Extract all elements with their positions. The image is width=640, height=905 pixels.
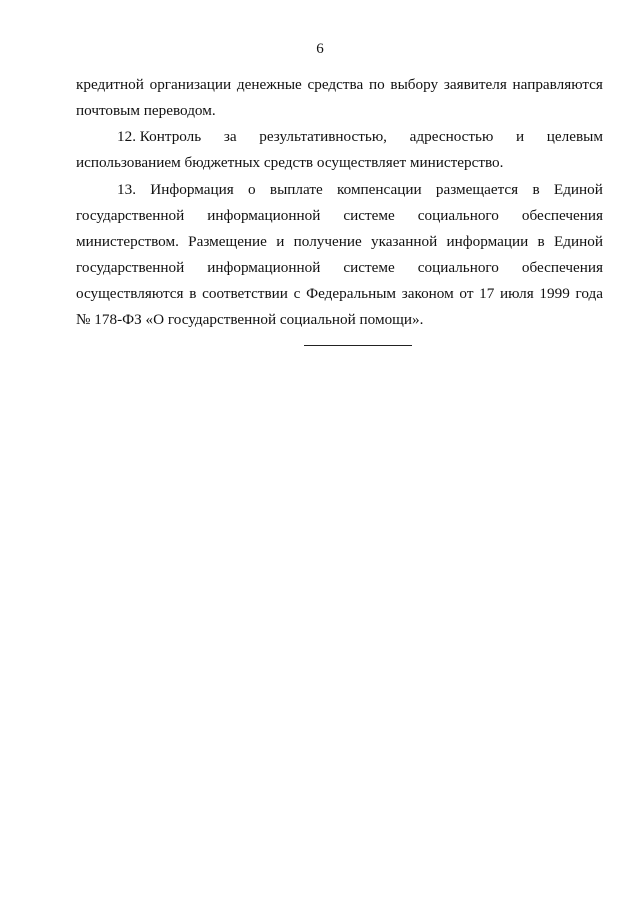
word: в bbox=[537, 233, 545, 250]
word: Информация bbox=[150, 181, 234, 198]
word: от bbox=[459, 285, 474, 302]
text-line bbox=[117, 127, 603, 146]
word: осуществляются bbox=[76, 285, 184, 302]
word: целевым bbox=[546, 128, 603, 145]
word: в bbox=[532, 181, 540, 198]
word: по bbox=[368, 76, 385, 93]
word: Федеральным bbox=[306, 285, 397, 302]
word: и bbox=[276, 233, 285, 250]
text-line bbox=[76, 75, 603, 94]
text-line: использованием бюджетных средств осуществляет министерство. bbox=[76, 154, 504, 171]
word: июля bbox=[500, 285, 534, 302]
word: соответствии bbox=[202, 285, 288, 302]
word: денежные bbox=[236, 76, 302, 93]
word: информационной bbox=[207, 259, 321, 276]
word: информации bbox=[446, 233, 529, 250]
word: о bbox=[248, 181, 256, 198]
text-line bbox=[76, 284, 603, 303]
word: выбору bbox=[390, 76, 439, 93]
word: за bbox=[223, 128, 237, 145]
word: 17 bbox=[479, 285, 495, 302]
text-line: № 178-ФЗ «О государственной социальной помощи». bbox=[76, 311, 424, 328]
word: Единой bbox=[553, 181, 603, 198]
word: года bbox=[575, 285, 603, 302]
word: размещается bbox=[435, 181, 519, 198]
word: и bbox=[515, 128, 525, 145]
word: получение bbox=[293, 233, 362, 250]
word: информационной bbox=[207, 207, 321, 224]
word: направляются bbox=[512, 76, 603, 93]
text-line bbox=[76, 206, 603, 225]
word: системе bbox=[343, 259, 395, 276]
word: государственной bbox=[76, 259, 185, 276]
word: в bbox=[189, 285, 197, 302]
text-line bbox=[76, 258, 603, 277]
word: государственной bbox=[76, 207, 185, 224]
word: средства bbox=[307, 76, 364, 93]
word: 12. Контроль bbox=[117, 128, 202, 145]
word: указанной bbox=[371, 233, 438, 250]
separator-line bbox=[304, 345, 412, 346]
word: 13. bbox=[117, 181, 136, 198]
text-line bbox=[76, 232, 603, 251]
word: результативностью, bbox=[259, 128, 387, 145]
word: обеспечения bbox=[521, 259, 603, 276]
word: адресностью bbox=[409, 128, 494, 145]
word: законом bbox=[401, 285, 454, 302]
word: Размещение bbox=[188, 233, 267, 250]
text-line bbox=[117, 180, 603, 199]
text-line: почтовым переводом. bbox=[76, 102, 216, 119]
word: 1999 bbox=[539, 285, 570, 302]
word: кредитной bbox=[76, 76, 144, 93]
word: выплате bbox=[269, 181, 323, 198]
word: социального bbox=[417, 207, 499, 224]
word: Единой bbox=[554, 233, 603, 250]
word: с bbox=[293, 285, 301, 302]
word: системе bbox=[343, 207, 395, 224]
word: социального bbox=[417, 259, 499, 276]
word: компенсации bbox=[337, 181, 422, 198]
word: обеспечения bbox=[521, 207, 603, 224]
word: организации bbox=[149, 76, 232, 93]
page-number: 6 bbox=[316, 41, 324, 57]
word: заявителя bbox=[443, 76, 507, 93]
word: министерством. bbox=[76, 233, 179, 250]
